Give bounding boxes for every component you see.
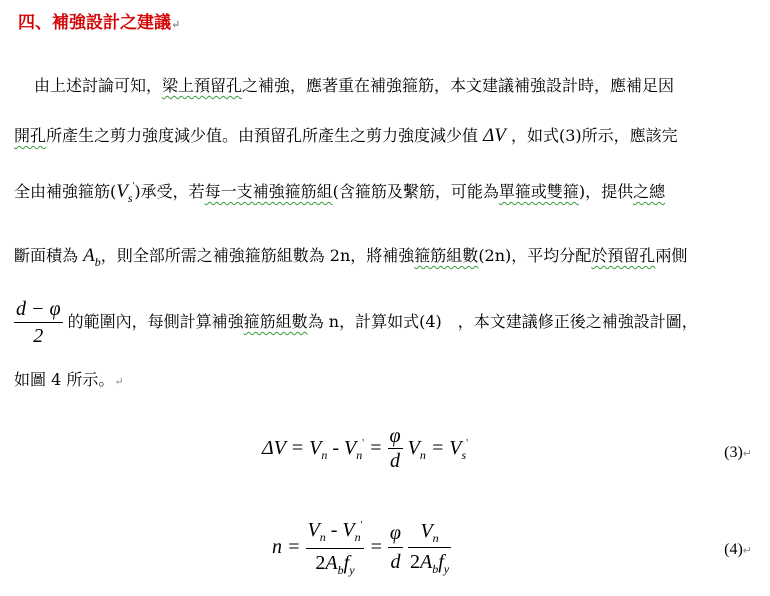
paragraph-line-2 <box>14 124 678 148</box>
text-run: ，如式(3)所示，應該完 <box>510 126 678 145</box>
equation-3: $\Delta V = V_n - V_n'$ = $\frac{\varphi}{d}$ $V_n = V_s'$ <box>262 425 469 472</box>
text-run-underlined: 於預留孔 <box>591 246 656 265</box>
equation-number-text: (4) <box>724 541 743 558</box>
paragraph-mark: ↵ <box>742 448 752 460</box>
text-run-underlined: 梁上預留孔 <box>162 76 243 95</box>
text-run-underlined: 開孔 <box>14 126 47 145</box>
equation-4-number <box>724 541 752 559</box>
paragraph-line-4 <box>14 244 687 269</box>
text-run: 的範圍內，每側計算補強 <box>67 312 244 331</box>
text-run: )，提供 <box>578 182 634 201</box>
text-run: 所產生之剪力強度減少值。由預留孔所產生之剪力強度減少值 <box>46 126 479 145</box>
delta-v-symbol: ΔV <box>483 125 506 146</box>
ab-symbol: $A_b$ <box>83 245 101 269</box>
vs-prime-symbol: $V_s'$ <box>116 181 135 205</box>
text-run-underlined: 每一支補強箍筋組 <box>204 182 333 201</box>
paragraph-line-5 <box>14 296 698 349</box>
text-run: 如圖 4 所示。 <box>14 370 115 389</box>
text-run-underlined: 箍筋組數 <box>243 312 308 331</box>
equation-number-text: (3) <box>724 444 743 461</box>
section-heading-text: 四、補強設計之建議 <box>18 13 171 33</box>
text-run-underlined: 單箍或雙箍 <box>498 182 579 201</box>
text-run: ，則全部所需之補強箍筋組數為 2n，將補強 <box>100 246 415 265</box>
equation-3-number <box>724 444 752 462</box>
text-run: 之補強，應著重在補強箍筋，本文建議補強設計時，應補足因 <box>242 76 675 95</box>
text-run-underlined: 箍筋組數 <box>414 246 479 265</box>
equation-4: n = $\frac{V_n - V_n'}{2A_bf_y}$ = $\frac{\varphi}{d}$ $\frac{V_n}{2A_bf_y}$ <box>272 516 451 579</box>
text-run: (2n)，平均分配 <box>478 246 592 265</box>
text-run: 由上述討論可知， <box>34 76 163 95</box>
paragraph-mark: ↵ <box>114 375 124 388</box>
paragraph-line-1 <box>34 74 674 98</box>
section-heading <box>18 8 180 33</box>
text-run: 全由補強箍筋( <box>14 182 117 201</box>
paragraph-mark: ↵ <box>742 545 752 557</box>
text-run: (含箍筋及繫筋，可能為 <box>332 182 499 201</box>
paragraph-mark: ↵ <box>171 18 181 31</box>
text-run: )承受，若 <box>134 182 205 201</box>
paragraph-line-3 <box>14 180 665 207</box>
text-run-underlined: 之總 <box>633 182 666 201</box>
text-run: 兩側 <box>655 246 688 265</box>
paragraph-line-6 <box>14 368 124 394</box>
text-run: 為 n，計算如式(4) ，本文建議修正後之補強設計圖， <box>307 312 698 331</box>
d-minus-phi-over-2-fraction: $\frac{d - \varphi}{2}$ <box>16 298 61 347</box>
text-run: 斷面積為 <box>14 246 79 265</box>
